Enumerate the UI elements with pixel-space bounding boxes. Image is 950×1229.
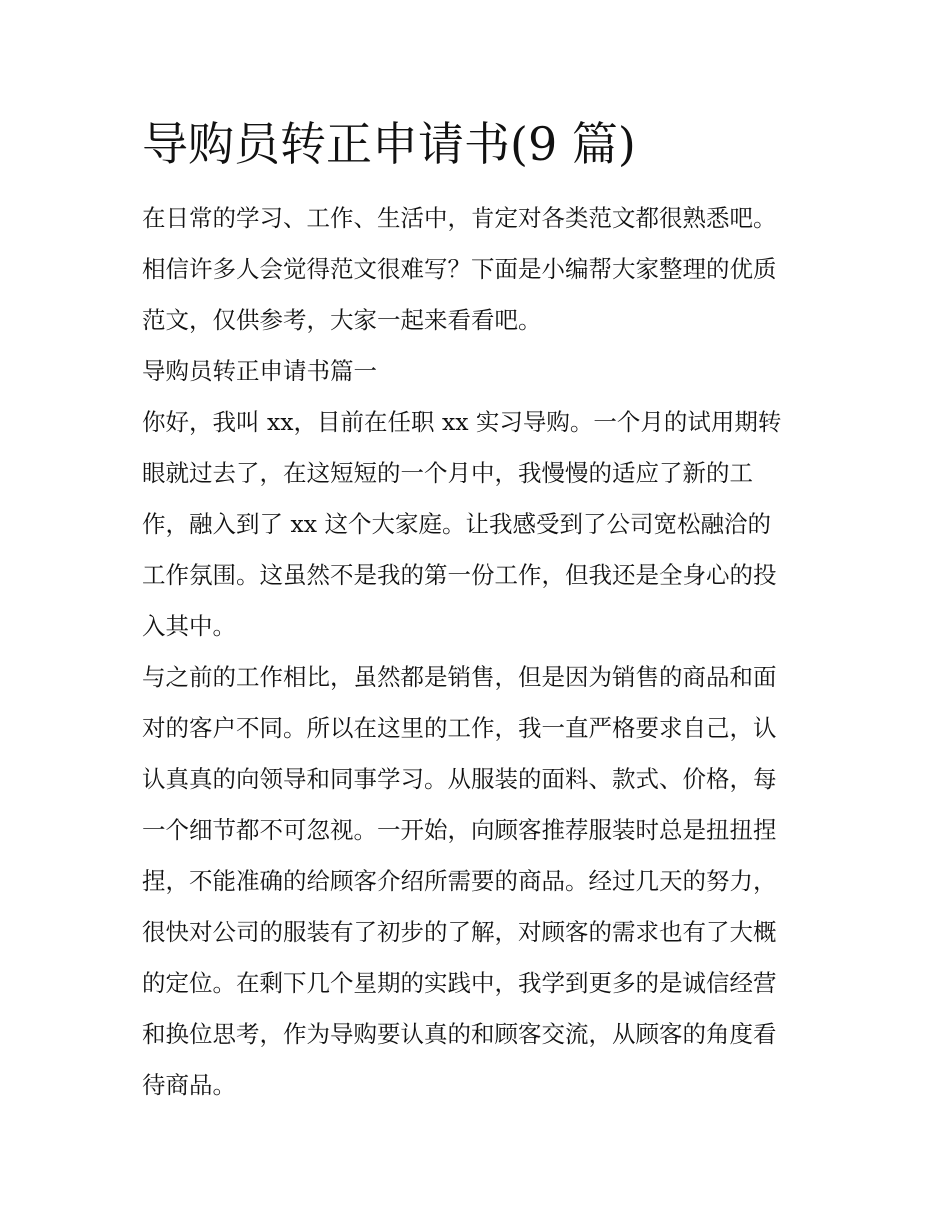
text-line-5: 你好，我叫 xx，目前在任职 xx 实习导购。一个月的试用期转 <box>142 408 782 436</box>
text-line-2: 相信许多人会觉得范文很难写？下面是小编帮大家整理的优质 <box>142 255 777 283</box>
text-line-14: 捏，不能准确的给顾客介绍所需要的商品。经过几天的努力， <box>142 867 777 895</box>
text-line-10: 与之前的工作相比，虽然都是销售，但是因为销售的商品和面 <box>142 663 777 691</box>
document-title: 导购员转正申请书(9 篇) <box>142 117 636 171</box>
text-line-9: 入其中。 <box>142 612 236 640</box>
text-line-12: 认真真的向领导和同事学习。从服装的面料、款式、价格，每 <box>142 765 777 793</box>
text-line-6: 眼就过去了，在这短短的一个月中，我慢慢的适应了新的工 <box>142 459 753 487</box>
text-line-17: 和换位思考，作为导购要认真的和顾客交流，从顾客的角度看 <box>142 1020 777 1048</box>
text-line-18: 待商品。 <box>142 1071 236 1099</box>
text-line-13: 一个细节都不可忽视。一开始，向顾客推荐服装时总是扭扭捏 <box>142 816 777 844</box>
text-line-8: 工作氛围。这虽然不是我的第一份工作，但我还是全身心的投 <box>142 561 777 589</box>
text-line-7: 作，融入到了 xx 这个大家庭。让我感受到了公司宽松融洽的 <box>142 510 771 538</box>
text-line-15: 很快对公司的服装有了初步的了解，对顾客的需求也有了大概 <box>142 918 777 946</box>
text-line-16: 的定位。在剩下几个星期的实践中，我学到更多的是诚信经营 <box>142 969 777 997</box>
text-line-11: 对的客户不同。所以在这里的工作，我一直严格要求自己，认 <box>142 714 777 742</box>
text-line-1: 在日常的学习、工作、生活中，肯定对各类范文都很熟悉吧。 <box>142 204 777 232</box>
text-line-3: 范文，仅供参考，大家一起来看看吧。 <box>142 306 542 334</box>
section-heading: 导购员转正申请书篇一 <box>142 357 377 385</box>
